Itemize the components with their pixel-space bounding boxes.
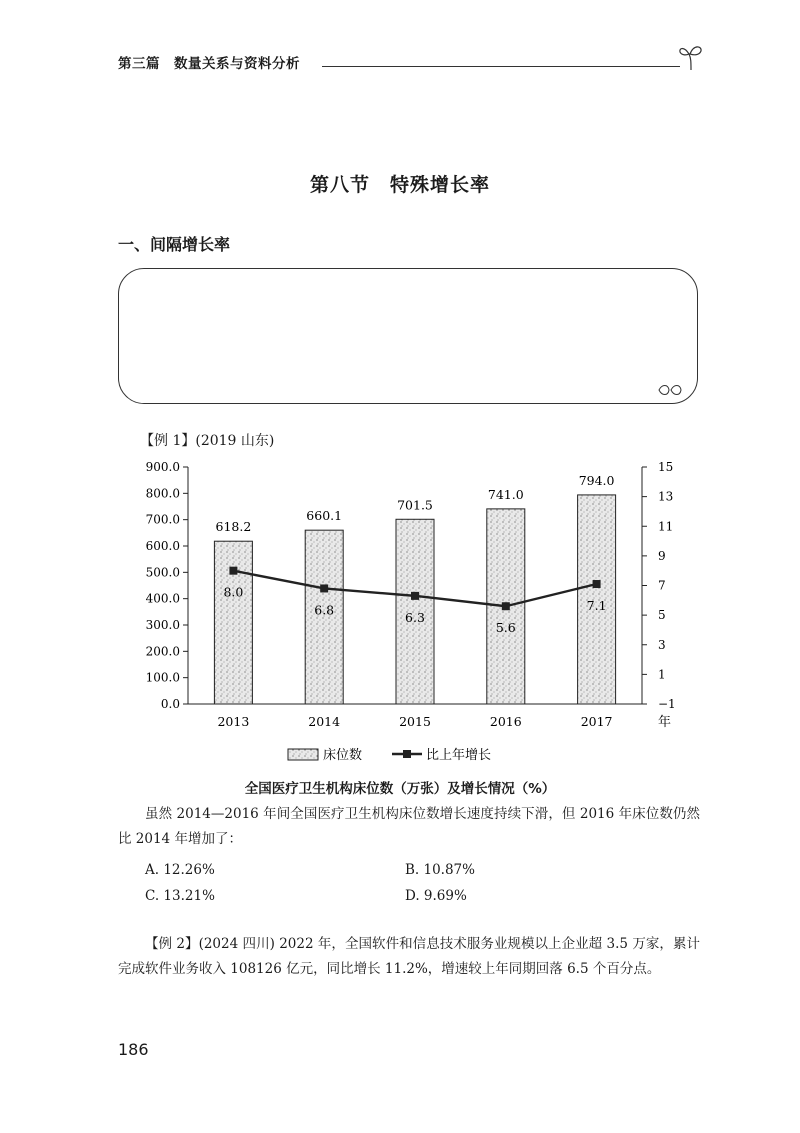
left-tick-label: 900.0: [145, 460, 180, 474]
growth-point-2017: [593, 580, 601, 588]
x-unit-label: 年: [658, 715, 672, 730]
left-tick-label: 600.0: [145, 539, 180, 553]
chart-caption: 全国医疗卫生机构床位数（万张）及增长情况（%）: [244, 781, 556, 797]
bar-2013: [214, 541, 252, 704]
right-tick-label: −1: [658, 697, 676, 711]
growth-value-label: 7.1: [586, 598, 607, 614]
note-box: [118, 268, 698, 404]
legend-bar-label: 床位数: [323, 748, 363, 763]
growth-value-label: 8.0: [223, 584, 244, 600]
right-tick-label: 3: [658, 637, 666, 652]
left-tick-label: 500.0: [145, 565, 180, 580]
leaf-ornament-icon: [657, 383, 683, 397]
x-tick-label: 2016: [489, 714, 522, 729]
bar-value-label: 701.5: [397, 497, 433, 513]
right-tick-label: 1: [658, 667, 666, 682]
growth-point-2016: [502, 602, 510, 610]
x-tick-label: 2014: [308, 714, 341, 729]
right-tick-label: 13: [658, 489, 674, 504]
option-a[interactable]: A. 12.26%: [145, 862, 215, 878]
right-tick-label: 9: [658, 548, 666, 563]
example-2-text: 【例 2】(2024 四川) 2022 年，全国软件和信息技术服务业规模以上企业超 3.5 万家，累计完成软件业务收入 108126 亿元，同比增长 11.2%，增速较上年同期回落 6.5 个百分点。: [118, 936, 700, 977]
growth-point-2014: [320, 584, 328, 592]
example-1-label: 【例 1】(2019 山东): [140, 433, 275, 449]
left-tick-label: 400.0: [145, 591, 180, 606]
growth-point-2015: [411, 592, 419, 600]
right-tick-label: 11: [658, 519, 674, 534]
legend-bar-swatch: [288, 749, 318, 760]
bar-value-label: 660.1: [306, 508, 343, 524]
example-1-question: 虽然 2014—2016 年间全国医疗卫生机构床位数增长速度持续下滑，但 2016 年床位数仍然比 2014 年增加了：: [118, 806, 700, 847]
running-header: 第三篇 数量关系与资料分析: [118, 56, 300, 72]
right-tick-label: 7: [658, 578, 666, 593]
growth-value-label: 6.8: [314, 602, 335, 618]
x-tick-label: 2015: [399, 714, 431, 729]
left-tick-label: 0.0: [160, 697, 180, 711]
left-tick-label: 300.0: [145, 618, 180, 632]
left-tick-label: 200.0: [145, 644, 180, 659]
right-tick-label: 15: [658, 460, 674, 474]
bar-value-label: 741.0: [487, 486, 524, 502]
x-tick-label: 2013: [217, 714, 250, 729]
option-d[interactable]: D. 9.69%: [405, 888, 467, 904]
page-number: 186: [118, 1040, 149, 1059]
bed-count-chart: [130, 455, 690, 795]
subheading: 一、间隔增长率: [118, 235, 231, 254]
growth-value-label: 6.3: [405, 609, 425, 625]
left-tick-label: 700.0: [145, 512, 180, 527]
legend-line-marker: [403, 750, 411, 758]
bar-value-label: 794.0: [578, 472, 615, 488]
legend-line-label: 比上年增长: [426, 748, 492, 763]
right-tick-label: 5: [658, 608, 666, 623]
header-rule: [322, 66, 680, 67]
growth-value-label: 5.6: [495, 620, 516, 636]
bar-value-label: 618.2: [215, 519, 252, 535]
left-tick-label: 800.0: [145, 486, 180, 501]
option-b[interactable]: B. 10.87%: [405, 862, 475, 878]
left-tick-label: 100.0: [145, 670, 180, 685]
section-title: 第八节 特殊增长率: [309, 174, 490, 196]
growth-point-2013: [229, 567, 237, 575]
sprout-icon: [676, 40, 706, 72]
option-c[interactable]: C. 13.21%: [145, 888, 215, 904]
x-tick-label: 2017: [580, 714, 613, 729]
